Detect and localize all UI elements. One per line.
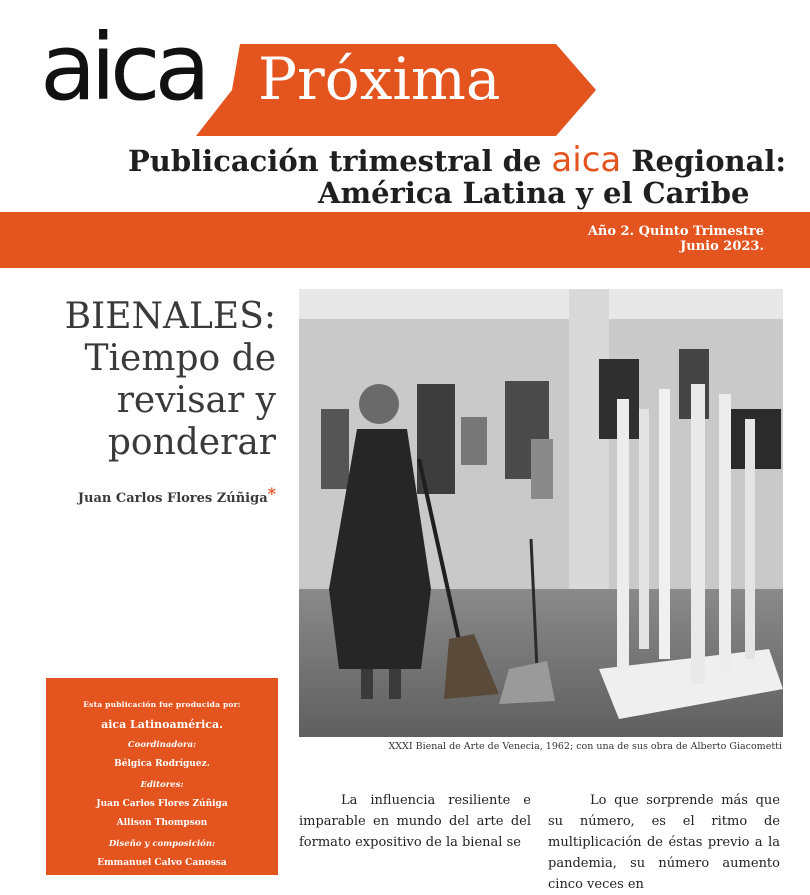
issue-band: [0, 212, 810, 268]
article-headline: [30, 296, 276, 464]
publication-region: América Latina y el Caribe: [318, 176, 750, 210]
credits-editor-2: Allison Thompson: [116, 818, 208, 828]
article-column-2: [548, 790, 780, 892]
issue-date: Junio 2023.: [680, 239, 764, 254]
article-photo: [299, 289, 783, 737]
logo-aica-wordmark: aica: [40, 14, 205, 121]
credits-box: [46, 678, 278, 875]
headline-line: ponderar: [107, 422, 276, 463]
credits-produced-by: Esta publicación fue producida por:: [83, 700, 241, 709]
subtitle-prefix: Publicación trimestral de: [128, 144, 542, 178]
credits-coord-name: Bélgica Rodríguez.: [114, 759, 210, 769]
credits-coord-label: Coordinadora:: [127, 740, 197, 750]
headline-line: revisar y: [116, 380, 276, 421]
logo-proxima-wordmark: Próxima: [258, 45, 501, 113]
publication-subtitle: [128, 140, 786, 180]
subtitle-suffix: Regional:: [631, 144, 787, 178]
author-name: Juan Carlos Flores Zúñiga: [77, 491, 268, 506]
photo-caption: XXXI Bienal de Arte de Venecia, 1962; con una de sus obra de Alberto Giacometti: [388, 741, 782, 752]
credits-editor-1: Juan Carlos Flores Zúñiga: [96, 799, 228, 809]
issue-year: Año 2. Quinto Trimestre: [587, 224, 764, 239]
article-author: [40, 484, 276, 506]
column-2-text: Lo que sorprende más que su número, es el ritmo de multiplicación de éstas previo a la pandemia, su número aumento cinco veces en: [548, 793, 780, 892]
article-column-1: [299, 790, 531, 875]
credits-editors-label: Editores:: [140, 780, 184, 790]
credits-design-name: Emmanuel Calvo Canossa: [97, 858, 227, 868]
headline-line: BIENALES:: [64, 296, 276, 337]
author-footnote-mark: *: [267, 484, 276, 503]
credits-design-label: Diseño y composición:: [108, 839, 216, 849]
column-1-text: La influencia resiliente e imparable en mundo del arte del formato expositivo de la bienal se: [299, 793, 531, 850]
headline-line: Tiempo de: [84, 338, 276, 379]
subtitle-aica: aica: [551, 140, 622, 180]
credits-org: aica Latinoamérica.: [101, 718, 223, 731]
